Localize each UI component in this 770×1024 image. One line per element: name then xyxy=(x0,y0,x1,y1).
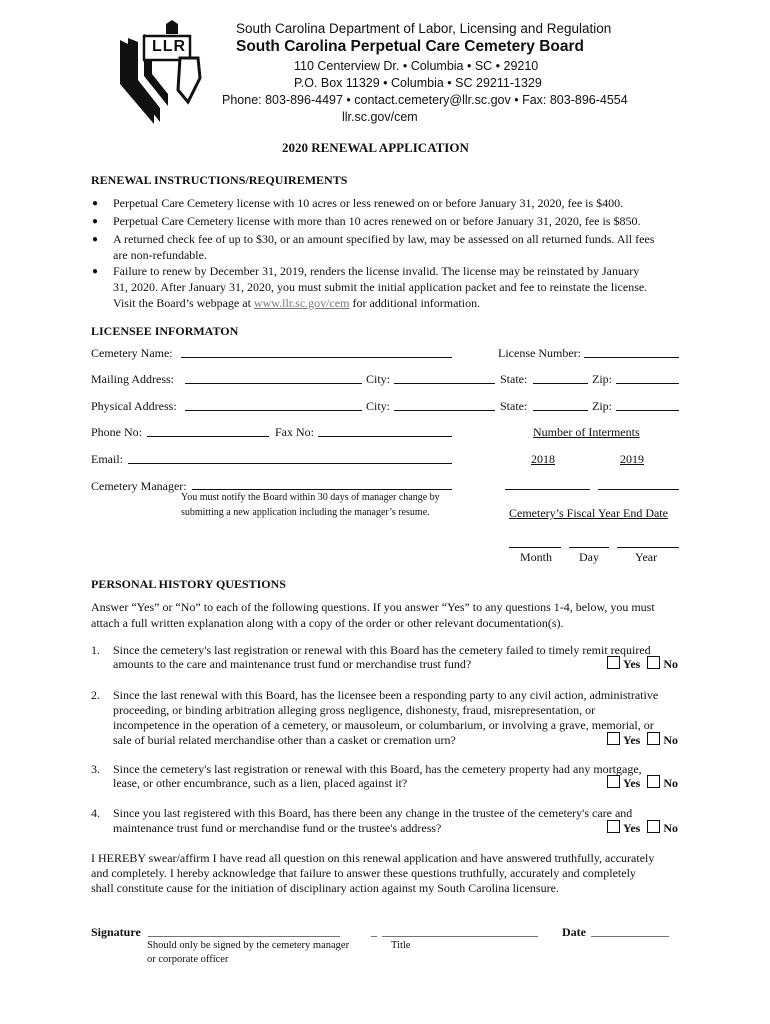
mailing-state-label: State: xyxy=(500,372,528,386)
q4-text-b: maintenance trust fund or merchandise fund or the trustee's address? xyxy=(113,821,442,835)
q3-text-a: Since the cemetery's last registration or renewal with this Board, has the cemetery property had any mortgage, xyxy=(113,762,642,776)
physical-city-label: City: xyxy=(366,399,391,413)
physical-address-field[interactable] xyxy=(185,410,362,411)
q4-no-checkbox[interactable] xyxy=(647,820,660,833)
email-label: Email: xyxy=(91,452,123,466)
q2-text-a: Since the last renewal with this Board, has the licensee been a responding party to any civil action, administrative xyxy=(113,688,659,702)
instruction-4c-pre: Visit the Board’s webpage at xyxy=(113,296,254,310)
q3-yes-checkbox[interactable] xyxy=(607,775,620,788)
fax-label: Fax No: xyxy=(275,425,314,439)
instruction-3a: A returned check fee of up to $30, or an amount specified by law, may be assessed on all returned funds. All fees xyxy=(113,232,655,246)
email-field[interactable] xyxy=(128,463,452,464)
signature-note-1: Should only be signed by the cemetery manager xyxy=(147,940,350,951)
q1-no-checkbox[interactable] xyxy=(647,656,660,669)
q1-yes-label: Yes xyxy=(623,657,641,671)
web-line: llr.sc.gov/cem xyxy=(342,110,418,124)
q3-yes-label: Yes xyxy=(623,776,641,790)
bullet-icon: ● xyxy=(92,216,99,227)
logo-text: LLR xyxy=(152,38,187,55)
q1-text-b: amounts to the care and maintenance trust fund or merchandise trust fund? xyxy=(113,657,472,671)
cemetery-name-field[interactable] xyxy=(181,357,452,358)
llr-logo xyxy=(118,20,218,124)
mailing-zip-field[interactable] xyxy=(616,383,679,384)
q4-no-label: No xyxy=(663,821,679,835)
page-title: 2020 RENEWAL APPLICATION xyxy=(282,140,469,155)
mailing-address-field[interactable] xyxy=(185,383,362,384)
manager-note-2: submitting a new application including the manager’s resume. xyxy=(181,507,430,518)
title-label: Title xyxy=(391,940,411,951)
q2-text-c: incompetence in the operation of a cemetery, or mausoleum, or columbarium, or involving a grave, memorial, or xyxy=(113,718,654,732)
licensee-heading: LICENSEE INFORMATON xyxy=(91,324,239,338)
date-field[interactable]: _____________ xyxy=(591,924,669,938)
mailing-address-label: Mailing Address: xyxy=(91,372,174,386)
manager-field[interactable] xyxy=(192,489,452,490)
bullet-icon: ● xyxy=(92,266,99,277)
day-label: Day xyxy=(579,550,599,564)
phone-label: Phone No: xyxy=(91,425,142,439)
fiscal-year-heading: Cemetery’s Fiscal Year End Date xyxy=(509,506,668,520)
history-intro-2: attach a full written explanation along with a copy of the order or other relevant documentation(s). xyxy=(91,616,564,630)
physical-city-field[interactable] xyxy=(394,410,495,411)
q2-text-b: proceeding, or binding arbitration alleging gross negligence, dishonesty, fraud, misrepresentation, or xyxy=(113,703,596,717)
phone-field[interactable] xyxy=(147,436,269,437)
manager-note-1: You must notify the Board within 30 days of manager change by xyxy=(181,492,440,503)
signature-label: Signature xyxy=(91,925,141,939)
license-number-label: License Number: xyxy=(498,346,581,360)
physical-state-label: State: xyxy=(500,399,528,413)
mailing-city-field[interactable] xyxy=(394,383,495,384)
q1-text-a: Since the cemetery's last registration or renewal with this Board has the cemetery failed to timely remit required xyxy=(113,643,651,657)
affirm-line-1: I HEREBY swear/affirm I have read all question on this renewal application and have answered truthfully, accurately xyxy=(91,851,655,865)
q3-text-b: lease, or other encumbrance, such as a lien, placed against it? xyxy=(113,776,408,790)
instruction-4c xyxy=(113,296,480,311)
interments-year-2019: 2019 xyxy=(620,452,644,466)
fiscal-day-field[interactable] xyxy=(569,547,609,548)
q2-answer xyxy=(607,732,678,748)
q2-no-label: No xyxy=(663,733,679,747)
q3-no-checkbox[interactable] xyxy=(647,775,660,788)
q1-number: 1. xyxy=(91,643,100,657)
q1-answer xyxy=(607,656,678,672)
history-heading: PERSONAL HISTORY QUESTIONS xyxy=(91,577,286,591)
physical-address-label: Physical Address: xyxy=(91,399,177,413)
physical-zip-label: Zip: xyxy=(592,399,612,413)
signature-separator: _ xyxy=(371,924,377,938)
mailing-city-label: City: xyxy=(366,372,391,386)
address-line-1: 110 Centerview Dr. • Columbia • SC • 29210 xyxy=(294,59,539,73)
dept-name: South Carolina Department of Labor, Licensing and Regulation xyxy=(236,21,612,36)
instruction-2: Perpetual Care Cemetery license with more than 10 acres renewed on or before January 31, 2020, fee is $850. xyxy=(113,214,641,228)
date-label: Date xyxy=(562,925,586,939)
affirm-line-3: shall constitute cause for the initiation of disciplinary action against my South Carolina licensure. xyxy=(91,881,559,895)
license-number-field[interactable] xyxy=(584,357,679,358)
q1-no-label: No xyxy=(663,657,679,671)
contact-line: Phone: 803-896-4497 • contact.cemetery@llr.sc.gov • Fax: 803-896-4554 xyxy=(222,93,628,107)
fax-field[interactable] xyxy=(318,436,452,437)
q2-text-d: sale of burial related merchandise other than a casket or cremation urn? xyxy=(113,733,456,747)
q4-number: 4. xyxy=(91,806,100,820)
month-label: Month xyxy=(520,550,553,564)
history-intro-1: Answer “Yes” or “No” to each of the following questions. If you answer “Yes” to any questions 1-4, below, you must xyxy=(91,600,655,614)
board-webpage-link[interactable]: www.llr.sc.gov/cem xyxy=(253,296,350,310)
q2-no-checkbox[interactable] xyxy=(647,732,660,745)
q2-yes-checkbox[interactable] xyxy=(607,732,620,745)
bullet-icon: ● xyxy=(92,198,99,209)
q3-answer xyxy=(607,775,678,791)
instruction-4c-post: for additional information. xyxy=(349,296,481,310)
q4-yes-checkbox[interactable] xyxy=(607,820,620,833)
physical-zip-field[interactable] xyxy=(616,410,679,411)
address-line-2: P.O. Box 11329 • Columbia • SC 29211-1329 xyxy=(294,76,542,90)
instruction-4a: Failure to renew by December 31, 2019, renders the license invalid. The license may be reinstated by January xyxy=(113,264,640,278)
board-name: South Carolina Perpetual Care Cemetery Board xyxy=(236,38,584,55)
q4-yes-label: Yes xyxy=(623,821,641,835)
cemetery-name-label: Cemetery Name: xyxy=(91,346,173,360)
fiscal-year-field[interactable] xyxy=(617,547,679,548)
instruction-1: Perpetual Care Cemetery license with 10 acres or less renewed on or before January 31, 2020, fee is $400. xyxy=(113,196,624,210)
q2-number: 2. xyxy=(91,688,100,702)
signature-field[interactable]: ________________________________ xyxy=(148,924,340,938)
instructions-heading: RENEWAL INSTRUCTIONS/REQUIREMENTS xyxy=(91,173,348,187)
q4-answer xyxy=(607,820,678,836)
bullet-icon: ● xyxy=(92,234,99,245)
interments-2019-field[interactable] xyxy=(598,489,679,490)
mailing-zip-label: Zip: xyxy=(592,372,612,386)
instruction-4b: 31, 2020. After January 31, 2020, you must submit the initial application packet and fee to reinstate the license. xyxy=(113,280,648,294)
fiscal-month-field[interactable] xyxy=(509,547,561,548)
year-label: Year xyxy=(635,550,658,564)
interments-year-2018: 2018 xyxy=(531,452,555,466)
instruction-3b: are non-refundable. xyxy=(113,248,207,262)
signature-note-2: or corporate officer xyxy=(147,954,229,965)
manager-label: Cemetery Manager: xyxy=(91,479,187,493)
interments-heading: Number of Interments xyxy=(533,425,640,439)
q4-text-a: Since you last registered with this Board, has there been any change in the trustee of the cemetery's care and xyxy=(113,806,633,820)
q2-yes-label: Yes xyxy=(623,733,641,747)
q1-yes-checkbox[interactable] xyxy=(607,656,620,669)
affirm-line-2: and completely. I hereby acknowledge that failure to answer these questions truthfully, accurately and completely xyxy=(91,866,636,880)
q3-number: 3. xyxy=(91,762,100,776)
physical-state-field[interactable] xyxy=(533,410,588,411)
interments-2018-field[interactable] xyxy=(505,489,590,490)
mailing-state-field[interactable] xyxy=(533,383,588,384)
q3-no-label: No xyxy=(663,776,679,790)
title-field[interactable]: __________________________ xyxy=(382,924,538,938)
